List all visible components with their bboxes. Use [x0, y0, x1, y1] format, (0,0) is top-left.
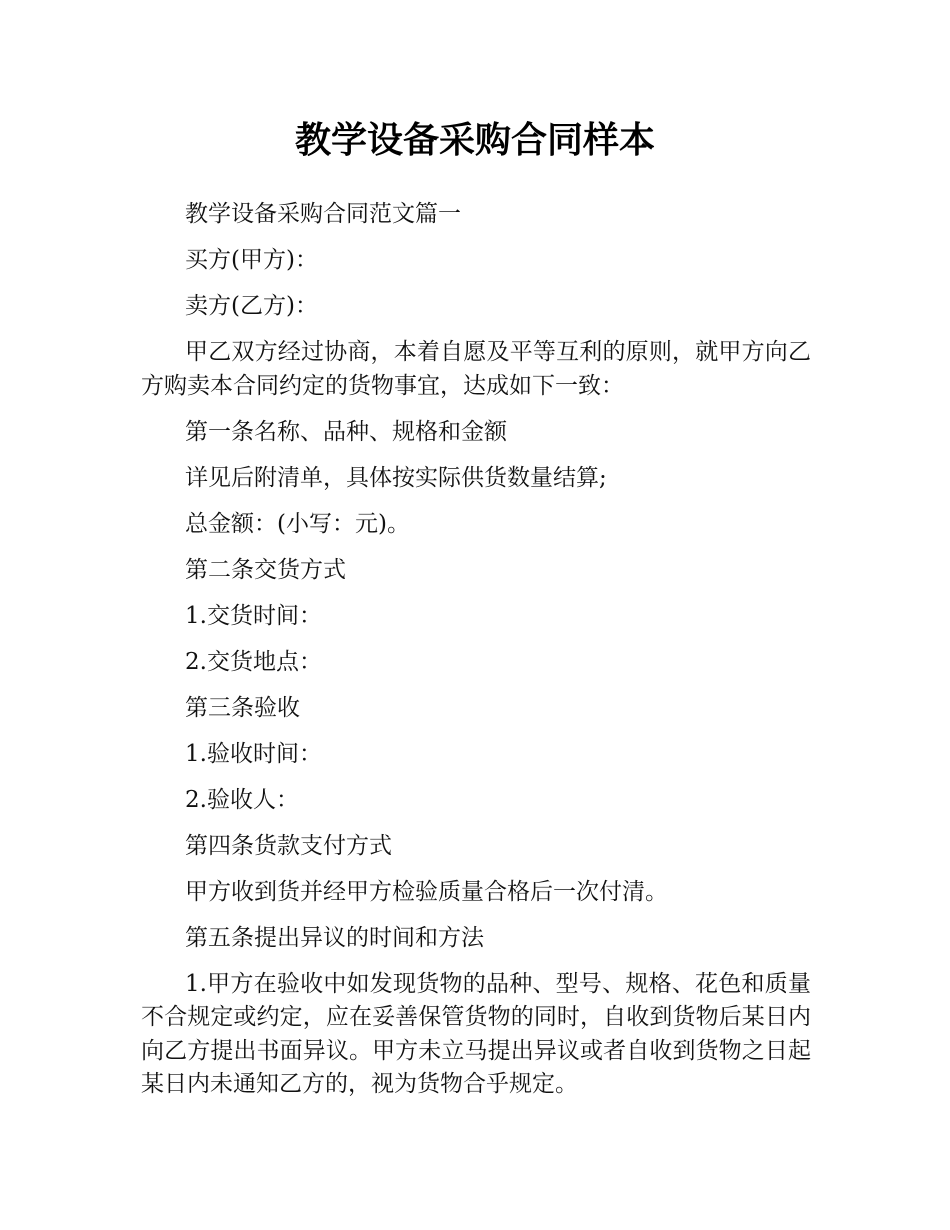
paragraph-payment-detail: 甲方收到货并经甲方检验质量合格后一次付清。 [185, 878, 668, 905]
paragraph-inspector: 2.验收人： [185, 786, 299, 813]
paragraph-article-5: 第五条提出异议的时间和方法 [185, 924, 484, 951]
paragraph-article-2: 第二条交货方式 [185, 556, 346, 583]
paragraph-series-heading: 教学设备采购合同范文篇一 [185, 201, 461, 227]
document-body [141, 198, 811, 1114]
paragraph-seller: 卖方(乙方)： [185, 293, 318, 319]
paragraph-article-1: 第一条名称、品种、规格和金额 [185, 418, 507, 445]
paragraph-inspection-time: 1.验收时间： [185, 740, 322, 767]
paragraph-article-3: 第三条验收 [185, 694, 300, 721]
paragraph-delivery-place: 2.交货地点： [185, 648, 322, 675]
paragraph-total-amount: 总金额：(小写：元)。 [185, 510, 410, 537]
paragraph-article-4: 第四条货款支付方式 [185, 832, 392, 859]
paragraph-objection-detail: 1.甲方在验收中如发现货物的品种、型号、规格、花色和质量不合规定或约定，应在妥善保管货物的同时，自收到货物后某日内向乙方提出书面异议。甲方未立马提出异议或者自收到货物之日起某日内未通知乙方的，视为货物合乎规定。 [141, 970, 811, 1097]
document-title: 教学设备采购合同样本 [294, 120, 655, 161]
paragraph-preamble: 甲乙双方经过协商，本着自愿及平等互利的原则，就甲方向乙方购卖本合同约定的货物事宜，达成如下一致： [141, 339, 811, 399]
paragraph-delivery-time: 1.交货时间： [185, 602, 322, 629]
paragraph-buyer: 买方(甲方)： [185, 247, 318, 273]
paragraph-article-1-detail: 详见后附清单，具体按实际供货数量结算; [185, 464, 607, 491]
